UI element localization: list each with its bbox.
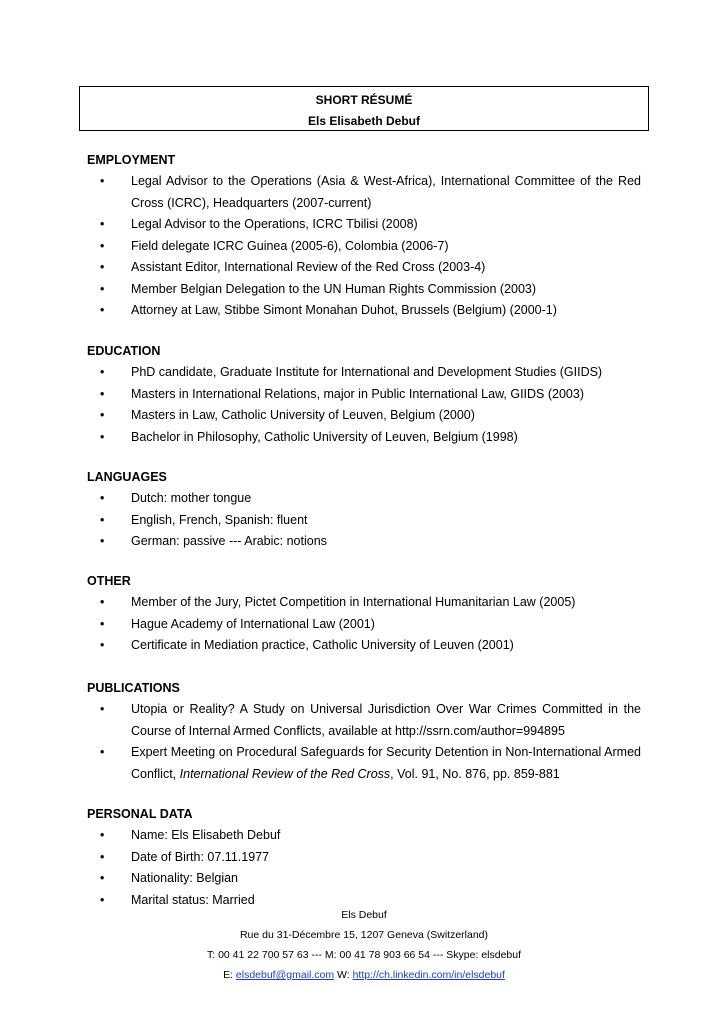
list-item: • Masters in Law, Catholic University of Leuven, Belgium (2000) [87, 405, 641, 427]
other-heading: OTHER [87, 574, 131, 588]
list-item: • Legal Advisor to the Operations (Asia & West-Africa), International Committee of the Red Cross (ICRC), Headquarters (2007-current) [87, 171, 641, 214]
other-list [87, 592, 641, 657]
footer-name: Els Debuf [341, 909, 387, 921]
list-item: • Bachelor in Philosophy, Catholic University of Leuven, Belgium (1998) [87, 427, 641, 449]
list-item: • Assistant Editor, International Review of the Red Cross (2003-4) [87, 257, 641, 279]
email-link[interactable]: elsdebuf@gmail.com [235, 969, 335, 981]
bullet-icon: • [100, 281, 105, 296]
bullet-icon: • [100, 217, 105, 231]
list-item: • Certificate in Mediation practice, Catholic University of Leuven (2001) [87, 635, 641, 657]
bullet-icon: • [100, 238, 105, 253]
bullet-icon: • [100, 365, 105, 379]
languages-heading: LANGUAGES [87, 470, 167, 484]
list-item: • Legal Advisor to the Operations, ICRC Tbilisi (2008) [87, 214, 641, 236]
footer-contact [0, 965, 728, 985]
title-box [79, 86, 649, 131]
bullet-icon: • [100, 512, 105, 527]
resume-name: Els Elisabeth Debuf [307, 114, 421, 128]
list-item: • Date of Birth: 07.11.1977 [87, 847, 641, 869]
personal-heading: PERSONAL DATA [87, 807, 193, 821]
list-item: • Masters in International Relations, major in Public International Law, GIIDS (2003) [87, 384, 641, 406]
list-item: • PhD candidate, Graduate Institute for International and Development Studies (GIIDS) [87, 362, 641, 384]
list-item: • Member of the Jury, Pictet Competition in International Humanitarian Law (2005) [87, 592, 641, 614]
list-item: • Hague Academy of International Law (2001) [87, 614, 641, 636]
footer-address: Rue du 31-Décembre 15, 1207 Geneva (Switzerland) [239, 929, 489, 941]
bullet-icon: • [100, 386, 105, 401]
list-item: • English, French, Spanish: fluent [87, 510, 641, 532]
web-link[interactable]: http://ch.linkedin.com/in/elsdebuf [352, 969, 505, 981]
list-item: • Dutch: mother tongue [87, 488, 641, 510]
journal-title: International Review of the Red Cross [179, 766, 391, 781]
footer [0, 905, 728, 985]
publications-heading: PUBLICATIONS [87, 681, 180, 695]
personal-list [87, 825, 641, 911]
bullet-icon: • [100, 534, 105, 548]
bullet-icon: • [100, 491, 105, 505]
resume-title: SHORT RÉSUMÉ [315, 93, 413, 107]
footer-phones: T: 00 41 22 700 57 63 --- M: 00 41 78 903 66 54 --- Skype: elsdebuf [206, 949, 522, 961]
employment-section [87, 149, 641, 322]
bullet-icon: • [100, 174, 105, 188]
bullet-icon: • [100, 871, 105, 885]
publications-section [87, 677, 641, 785]
list-item: • Marital status: Married [87, 890, 641, 912]
bullet-icon: • [100, 408, 105, 422]
employment-list [87, 171, 641, 322]
education-section [87, 340, 641, 448]
bullet-icon: • [100, 303, 105, 317]
list-item: • Attorney at Law, Stibbe Simont Monahan Duhot, Brussels (Belgium) (2000-1) [87, 300, 641, 322]
email-label: E: [223, 969, 236, 981]
personal-section [87, 803, 641, 911]
web-label: W: [334, 969, 353, 981]
languages-list [87, 488, 641, 553]
bullet-icon: • [100, 745, 105, 759]
list-item: • Nationality: Belgian [87, 868, 641, 890]
employment-heading: EMPLOYMENT [87, 153, 176, 167]
list-item: • Utopia or Reality? A Study on Universal Jurisdiction Over War Crimes Committed in the Course of Internal Armed Conflicts, available at http://ssrn.com/author=994895 [87, 699, 641, 742]
education-heading: EDUCATION [87, 344, 161, 358]
list-item: • Member Belgian Delegation to the UN Human Rights Commission (2003) [87, 279, 641, 301]
bullet-icon: • [100, 892, 105, 907]
bullet-icon: • [100, 260, 105, 274]
education-list [87, 362, 641, 448]
bullet-icon: • [100, 702, 105, 716]
list-item: • Expert Meeting on Procedural Safeguards for Security Detention in Non-International Armed Conflict, International Review of the Red Cross, Vol. 91, No. 876, pp. 859-881 [87, 742, 641, 785]
bullet-icon: • [100, 616, 105, 631]
list-item: • German: passive --- Arabic: notions [87, 531, 641, 553]
languages-section [87, 466, 641, 553]
bullet-icon: • [100, 429, 105, 444]
bullet-icon: • [100, 595, 105, 609]
bullet-icon: • [100, 849, 105, 864]
bullet-icon: • [100, 828, 105, 842]
list-item: • Field delegate ICRC Guinea (2005-6), Colombia (2006-7) [87, 236, 641, 258]
publications-list [87, 699, 641, 785]
list-item: • Name: Els Elisabeth Debuf [87, 825, 641, 847]
other-section [87, 570, 641, 657]
bullet-icon: • [100, 638, 105, 652]
